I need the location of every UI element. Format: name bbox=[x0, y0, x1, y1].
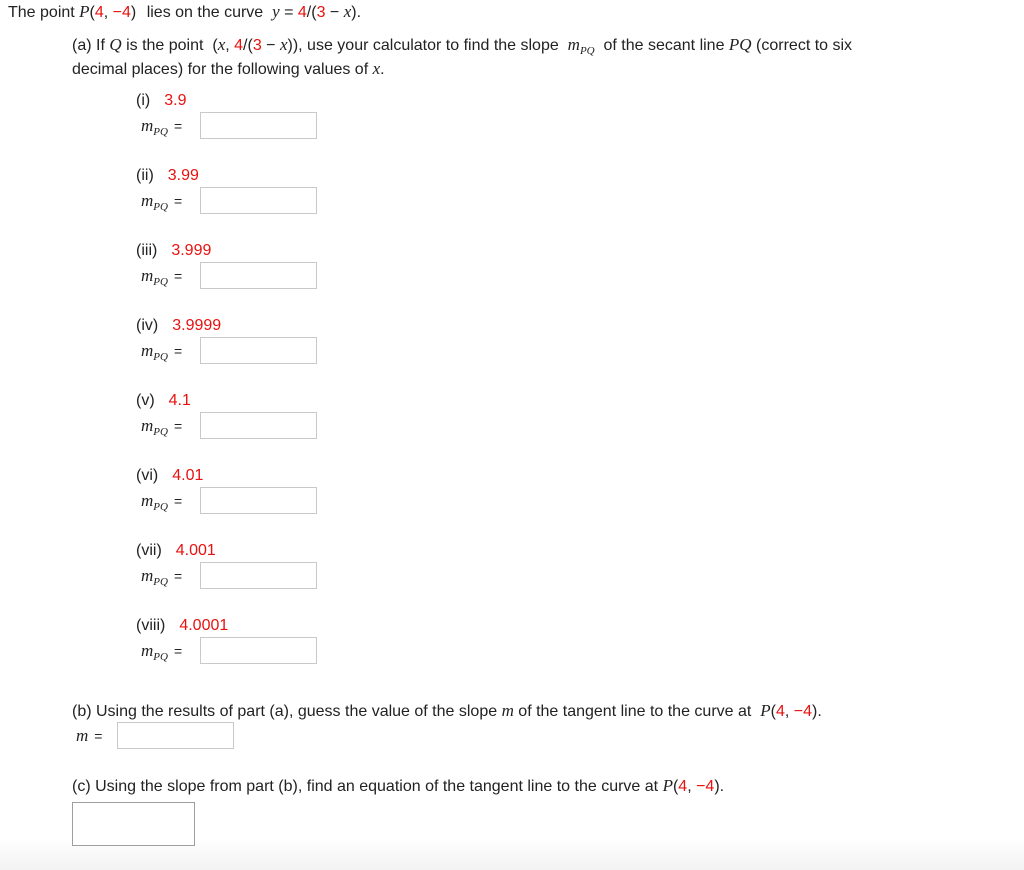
mpq-equals: = bbox=[173, 268, 183, 284]
part-c-question: (c) Using the slope from part (b), find an equation of the tangent line to the curve at P(4, −4). bbox=[72, 776, 725, 795]
mpq-equals: = bbox=[173, 118, 183, 134]
mpq-subscript: PQ bbox=[153, 201, 168, 213]
mpq-equals: = bbox=[173, 493, 183, 509]
mpq-symbol: m bbox=[141, 566, 154, 585]
row-heading bbox=[136, 615, 228, 637]
mpq-subscript: PQ bbox=[153, 276, 168, 288]
part-a-line2-end: . bbox=[380, 61, 385, 78]
row-heading bbox=[136, 390, 191, 412]
intro-y-var: y bbox=[272, 2, 280, 21]
part-b-m-var: m bbox=[501, 701, 514, 720]
intro-eq: = bbox=[279, 4, 298, 21]
part-a-line2-var: x bbox=[372, 59, 381, 78]
row-mpq-label bbox=[141, 640, 182, 668]
row-heading bbox=[136, 540, 216, 562]
row-x-value: 3.999 bbox=[171, 242, 212, 259]
part-b-question: (b) Using the results of part (a), guess the value of the slope m of the tangent line to the curve at P(4, −4). bbox=[72, 701, 822, 720]
row-heading bbox=[136, 165, 199, 187]
mpq-equals: = bbox=[173, 568, 183, 584]
intro-middle: lies on the curve bbox=[142, 4, 268, 21]
mpq-subscript: PQ bbox=[153, 126, 168, 138]
row-heading bbox=[136, 465, 203, 487]
row-heading bbox=[136, 240, 211, 262]
row-mpq-label bbox=[141, 190, 182, 218]
row-mpq-label bbox=[141, 265, 182, 293]
part-b-point-y: −4 bbox=[793, 703, 812, 720]
part-a-slope-sub: PQ bbox=[579, 45, 595, 57]
part-a-line2: decimal places) for the following values of bbox=[72, 61, 373, 78]
intro-numerator: 4 bbox=[297, 4, 307, 21]
intro-x-var: x bbox=[343, 2, 352, 21]
mpq-answer-input[interactable] bbox=[200, 112, 317, 139]
intro-denom-const: 3 bbox=[316, 4, 326, 21]
mpq-equals: = bbox=[173, 193, 183, 209]
mpq-symbol: m bbox=[141, 341, 154, 360]
mpq-answer-input[interactable] bbox=[200, 562, 317, 589]
part-a-text-4: (correct to six bbox=[751, 37, 853, 54]
part-a-text-1: is the point bbox=[121, 37, 208, 54]
row-label: (vii) bbox=[136, 542, 162, 559]
part-a-text-3: of the secant line bbox=[599, 37, 729, 54]
part-a-q-label: Q bbox=[109, 35, 122, 54]
mpq-answer-input[interactable] bbox=[200, 637, 317, 664]
row-label: (viii) bbox=[136, 617, 166, 634]
row-mpq-label bbox=[141, 490, 182, 518]
mpq-symbol: m bbox=[141, 266, 154, 285]
row-x-value: 3.99 bbox=[167, 167, 199, 184]
mpq-symbol: m bbox=[141, 116, 154, 135]
mpq-subscript: PQ bbox=[153, 576, 168, 588]
mpq-symbol: m bbox=[141, 641, 154, 660]
mpq-answer-input[interactable] bbox=[200, 412, 317, 439]
mpq-symbol: m bbox=[141, 416, 154, 435]
part-c-text: (c) Using the slope from part (b), find an equation of the tangent line to the curve at bbox=[72, 778, 663, 795]
row-mpq-label bbox=[141, 565, 182, 593]
mpq-equals: = bbox=[173, 418, 183, 434]
part-b-eq: = bbox=[94, 728, 103, 744]
mpq-answer-input[interactable] bbox=[200, 187, 317, 214]
row-heading bbox=[136, 90, 186, 112]
row-x-value: 4.1 bbox=[168, 392, 191, 409]
row-label: (iv) bbox=[136, 317, 159, 334]
row-label: (i) bbox=[136, 92, 151, 109]
row-x-value: 4.0001 bbox=[179, 617, 229, 634]
row-x-value: 4.001 bbox=[175, 542, 216, 559]
part-a-text-2: , use your calculator to find the slope bbox=[298, 37, 564, 54]
mpq-answer-input[interactable] bbox=[200, 487, 317, 514]
row-x-value: 3.9999 bbox=[172, 317, 222, 334]
part-c-point-y: −4 bbox=[696, 778, 715, 795]
part-a-question: (a) If Q is the point (x, 4/(3 − x)), use your calculator to find the slope $m_{PQ}$ of the secant line PQ (correct to six bbox=[72, 35, 853, 57]
row-label: (vi) bbox=[136, 467, 159, 484]
part-b-prefix: (b) Using the results of part (a), guess the value of the slope bbox=[72, 703, 502, 720]
row-mpq-label bbox=[141, 415, 182, 443]
mpq-symbol: m bbox=[141, 191, 154, 210]
part-a-prefix: (a) If bbox=[72, 37, 110, 54]
part-b-answer-input[interactable] bbox=[117, 722, 234, 749]
row-x-value: 4.01 bbox=[172, 467, 204, 484]
part-a-question-line2 bbox=[72, 58, 385, 81]
part-b-point-x: 4 bbox=[775, 703, 785, 720]
part-b-point-label: P bbox=[760, 701, 771, 720]
part-a-x-var: x bbox=[217, 35, 226, 54]
mpq-subscript: PQ bbox=[153, 501, 168, 513]
part-b-m-label bbox=[76, 725, 102, 748]
part-b-text-2: of the tangent line to the curve at bbox=[513, 703, 756, 720]
part-c-point-label: P bbox=[662, 776, 673, 795]
intro-point-y: −4 bbox=[112, 4, 131, 21]
part-c-answer-input[interactable] bbox=[72, 802, 195, 846]
row-label: (ii) bbox=[136, 167, 154, 184]
row-label: (iii) bbox=[136, 242, 158, 259]
part-b-m-symbol: m bbox=[76, 726, 89, 745]
row-mpq-label bbox=[141, 115, 182, 143]
mpq-answer-input[interactable] bbox=[200, 262, 317, 289]
row-mpq-label bbox=[141, 340, 182, 368]
mpq-subscript: PQ bbox=[153, 351, 168, 363]
row-label: (v) bbox=[136, 392, 155, 409]
problem-statement: The point P(4, −4) lies on the curve y = 4/(3 − x). bbox=[8, 2, 362, 21]
row-x-value: 3.9 bbox=[164, 92, 187, 109]
mpq-equals: = bbox=[173, 343, 183, 359]
part-c-point-x: 4 bbox=[678, 778, 688, 795]
part-a-numerator: 4 bbox=[234, 37, 244, 54]
mpq-answer-input[interactable] bbox=[200, 337, 317, 364]
row-heading bbox=[136, 315, 221, 337]
part-a-denom-const: 3 bbox=[252, 37, 262, 54]
part-a-slope-m: m bbox=[567, 35, 580, 54]
mpq-symbol: m bbox=[141, 491, 154, 510]
part-a-pq-label: PQ bbox=[728, 35, 752, 54]
mpq-equals: = bbox=[173, 643, 183, 659]
intro-point-x: 4 bbox=[94, 4, 104, 21]
mpq-subscript: PQ bbox=[153, 426, 168, 438]
mpq-subscript: PQ bbox=[153, 651, 168, 663]
intro-lead: The point bbox=[8, 4, 80, 21]
intro-point-label: P bbox=[79, 2, 90, 21]
